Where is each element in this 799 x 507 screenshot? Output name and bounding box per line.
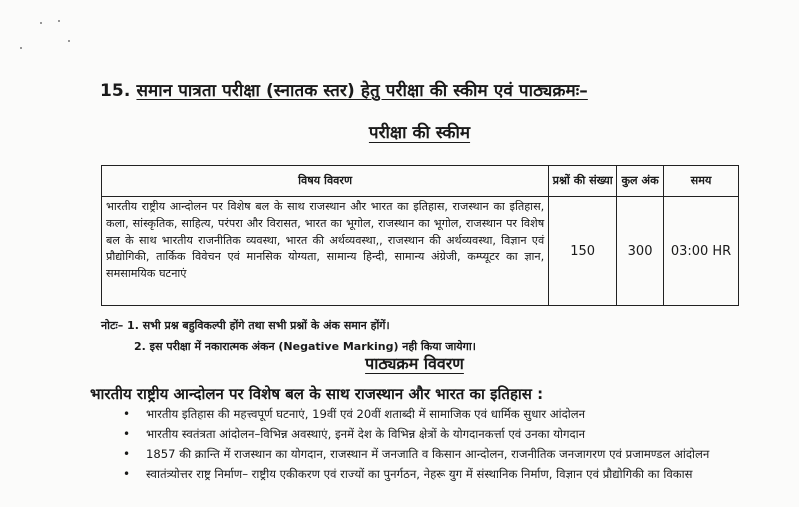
header-subject: विषय विवरण	[102, 166, 549, 197]
list-item-text: भारतीय इतिहास की महत्त्वपूर्ण घटनाएं, 19वीं एवं 20वीं शताब्दी में सामाजिक एवं धार्मिक सुधार आंदोलन	[146, 407, 586, 421]
cell-questions: 150	[549, 197, 617, 306]
exam-scheme-table	[101, 165, 739, 306]
scan-speck	[58, 20, 60, 22]
bullet-icon: •	[123, 407, 131, 421]
list-item	[119, 446, 749, 463]
table-row	[102, 197, 739, 306]
table-header-row	[102, 166, 739, 197]
history-section-title: भारतीय राष्ट्रीय आन्दोलन पर विशेष बल के साथ राजस्थान और भारत का इतिहास :	[90, 385, 544, 403]
cell-subject-description: भारतीय राष्ट्रीय आन्दोलन पर विशेष बल के साथ राजस्थान और भारत का इतिहास, राजस्थान का इतिहास, कला, सांस्कृतिक, साहित्य, परंपरा और विरासत, भारत का भूगोल, राजस्थान का भूगोल, राजस्थान पर विशेष बल के साथ भारतीय राजनीतिक व्यवस्था, भारत की अर्थव्यवस्था,, राजस्थान की अर्थव्यवस्था, विज्ञान एवं प्रौद्योगिकी, तार्किक विवेचन एवं मानसिक योग्यता, सामान्य हिन्दी, सामान्य अंग्रेजी, कम्प्यूटर का ज्ञान, समसामयिक घटनाएं	[102, 197, 549, 306]
scan-speck	[20, 47, 22, 49]
list-item	[119, 466, 749, 483]
note-line-2: 2. इस परीक्षा में नकारात्मक अंकन (Negative Marking) नही किया जायेगा।	[134, 340, 476, 353]
list-item	[119, 426, 749, 443]
note-line-1: नोटः– 1. सभी प्रश्न बहुविकल्पी होंगे तथा सभी प्रश्नों के अंक समान होंगें।	[101, 319, 390, 332]
syllabus-title-text: पाठ्यक्रम विवरण	[365, 354, 464, 373]
heading-number: 15.	[100, 81, 131, 101]
scan-speck	[40, 22, 42, 24]
list-item	[119, 406, 749, 423]
header-questions: प्रश्नों की संख्या	[549, 166, 617, 197]
list-item-text: भारतीय स्वतंत्रता आंदोलन–विभिन्न अवस्थाएं, इनमें देश के विभिन्न क्षेत्रों के योगदानकर्त्ता एवं उनका योगदान	[146, 427, 586, 441]
header-time: समय	[664, 166, 739, 197]
syllabus-title	[0, 352, 799, 374]
bullet-icon: •	[123, 467, 131, 481]
notes-block	[101, 318, 476, 354]
scan-speck	[68, 40, 70, 42]
section-heading	[100, 78, 588, 101]
syllabus-list	[119, 406, 749, 486]
heading-text: समान पात्रता परीक्षा (स्नातक स्तर) हेतु परीक्षा की स्कीम एवं पाठ्यक्रमः–	[136, 81, 588, 101]
cell-time: 03:00 HR	[664, 197, 739, 306]
exam-scheme-title-text: परीक्षा की स्कीम	[368, 123, 471, 143]
list-item-text: स्वातंत्र्योत्तर राष्ट्र निर्माण– राष्ट्रीय एकीकरण एवं राज्यों का पुनर्गठन, नेहरू युग में संस्थानिक निर्माण, विज्ञान एवं प्रौद्योगिकी का विकास	[146, 467, 693, 481]
cell-marks: 300	[617, 197, 664, 306]
header-marks: कुल अंक	[617, 166, 664, 197]
list-item-text: 1857 की क्रान्ति में राजस्थान का योगदान, राजस्थान में जनजाति व किसान आन्दोलन, राजनीतिक जनजागरण एवं प्रजामण्डल आंदोलन	[146, 447, 710, 461]
exam-scheme-title	[0, 120, 799, 143]
bullet-icon: •	[123, 427, 131, 441]
bullet-icon: •	[123, 447, 131, 461]
